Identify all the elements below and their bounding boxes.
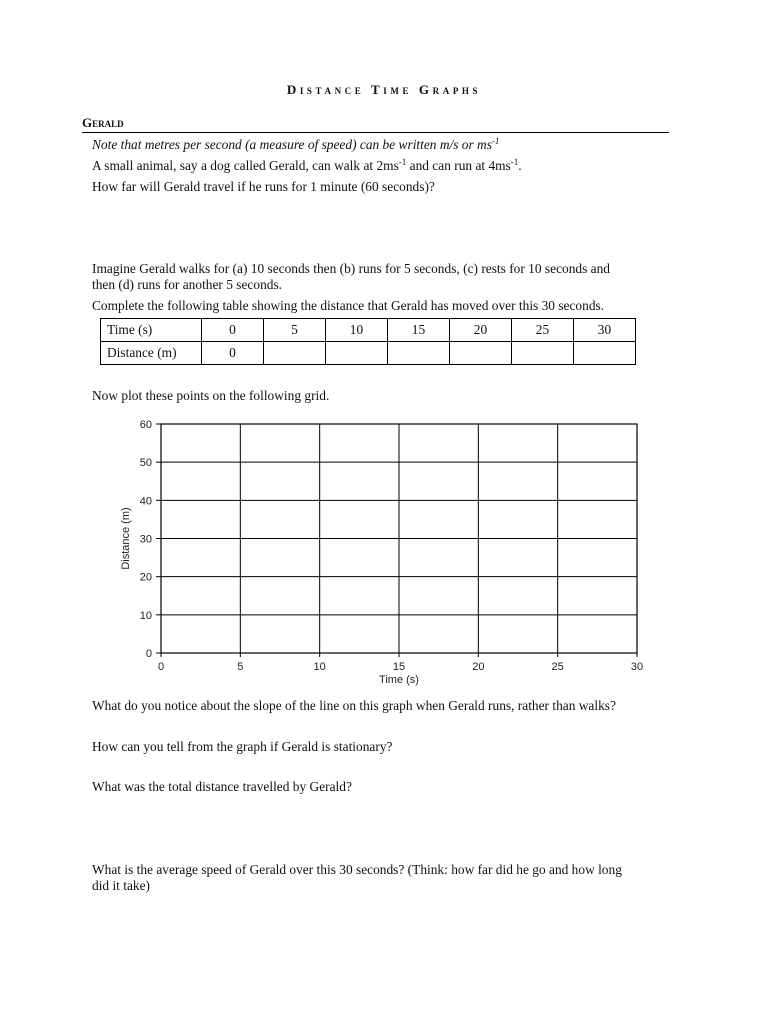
- question-slope: What do you notice about the slope of the line on this graph when Gerald runs, rather than walks?: [92, 698, 616, 713]
- y-axis-label: Distance (m): [120, 507, 132, 570]
- distance-cell[interactable]: 0: [202, 342, 264, 365]
- section-divider: [82, 132, 669, 133]
- distance-cell[interactable]: [450, 342, 512, 365]
- x-tick-label: 20: [472, 661, 485, 673]
- speed-text-a: A small animal, say a dog called Gerald, can walk at 2ms: [92, 158, 399, 173]
- x-tick-label: 15: [392, 661, 406, 673]
- scenario-line-2: then (d) runs for another 5 seconds.: [92, 277, 283, 292]
- speed-text-c: .: [518, 158, 522, 173]
- x-tick-label: 30: [630, 661, 644, 673]
- table-row-time: [101, 319, 636, 342]
- distance-cell[interactable]: [326, 342, 388, 365]
- time-cell: 5: [264, 319, 326, 342]
- speed-sup-1: -1: [398, 157, 407, 167]
- y-tick-label: 20: [139, 571, 152, 584]
- x-tick-label: 25: [551, 661, 564, 673]
- question-stationary: How can you tell from the graph if Gerald is stationary?: [92, 739, 393, 754]
- section-heading: Gerald: [82, 115, 124, 130]
- y-tick-label: 40: [139, 495, 152, 508]
- y-tick-label: 50: [139, 457, 152, 470]
- x-tick-label: 10: [313, 661, 326, 673]
- question-average-speed-line-2: did it take): [92, 878, 151, 893]
- question-average-speed-line-1: What is the average speed of Gerald over this 30 seconds? (Think: how far did he go and how long: [92, 862, 622, 877]
- time-cell: 0: [202, 319, 264, 342]
- distance-cell[interactable]: [264, 342, 326, 365]
- x-tick-label: 0: [157, 661, 165, 673]
- time-cell: 10: [326, 319, 388, 342]
- page-title: Distance Time Graphs: [286, 82, 482, 97]
- distance-row-header: Distance (m): [101, 342, 202, 365]
- speed-text-b: and can run at 4ms: [406, 158, 511, 173]
- distance-cell[interactable]: [574, 342, 636, 365]
- question-total-distance: What was the total distance travelled by Gerald?: [92, 779, 352, 794]
- distance-time-chart: [108, 412, 648, 692]
- note-superscript: -1: [491, 136, 500, 146]
- time-cell: 25: [512, 319, 574, 342]
- question-one-minute: How far will Gerald travel if he runs for 1 minute (60 seconds)?: [92, 179, 435, 194]
- table-instruction: Complete the following table showing the distance that Gerald has moved over this 30 seconds.: [92, 298, 605, 313]
- time-cell: 30: [574, 319, 636, 342]
- time-cell: 15: [388, 319, 450, 342]
- speed-sup-2: -1: [510, 157, 519, 167]
- note-text: Note that metres per second (a measure of speed) can be written m/s or ms: [92, 137, 492, 152]
- y-tick-label: 30: [139, 533, 152, 546]
- speed-units-note: [92, 137, 662, 153]
- y-tick-label: 10: [139, 609, 152, 622]
- x-tick-label: 5: [237, 661, 244, 673]
- time-row-header: Time (s): [101, 319, 202, 342]
- distance-cell[interactable]: [388, 342, 450, 365]
- gerald-speed-line: [92, 158, 662, 174]
- table-row-distance: [101, 342, 636, 365]
- y-tick-label: 0: [145, 648, 152, 660]
- plot-instruction: Now plot these points on the following grid.: [92, 388, 330, 403]
- y-tick-label: 60: [139, 419, 152, 431]
- distance-time-table: [100, 318, 636, 365]
- x-axis-label: Time (s): [379, 674, 419, 686]
- distance-cell[interactable]: [512, 342, 574, 365]
- time-cell: 20: [450, 319, 512, 342]
- scenario-line-1: Imagine Gerald walks for (a) 10 seconds then (b) runs for 5 seconds, (c) rests for 10 seconds and: [92, 261, 610, 276]
